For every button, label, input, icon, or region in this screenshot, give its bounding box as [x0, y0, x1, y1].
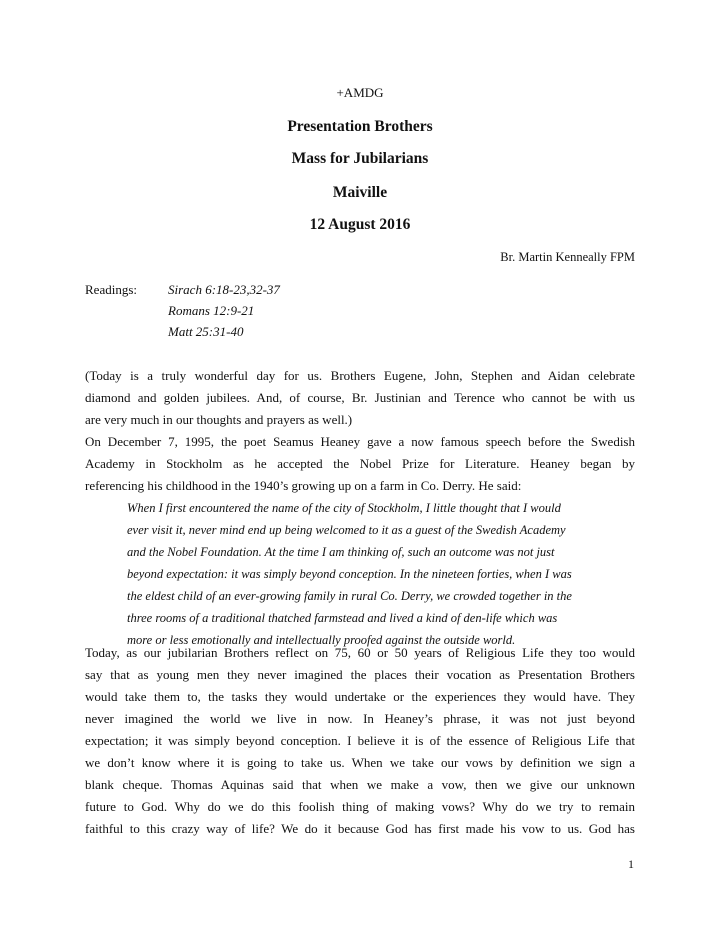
quote-line: the eldest child of an ever-growing family in rural Co. Derry, we crowded together in the	[127, 589, 572, 603]
text-line: would take them to, the tasks they would undertake or the experiences they would have. They	[85, 689, 635, 704]
text-line: On December 7, 1995, the poet Seamus Heaney gave a now famous speech before the Swedish	[85, 434, 635, 449]
text-line: we don’t know where it is going to take us. When we take our vows by definition we sign a	[85, 755, 635, 770]
intro-paragraph	[85, 365, 635, 431]
quote-line: beyond expectation: it was simply beyond conception. In the nineteen forties, when I was	[127, 567, 572, 581]
reading-item: Sirach 6:18-23,32-37	[168, 282, 280, 297]
reading-item: Romans 12:9-21	[168, 303, 255, 318]
text-line: never imagined the world we live in now. In Heaney’s phrase, it was not just beyond	[85, 711, 635, 726]
text-line: expectation; it was simply beyond conception. I believe it is of the essence of Religious Life that	[85, 733, 635, 748]
text-line: diamond and golden jubilees. And, of course, Br. Justinian and Terence who cannot be with us	[85, 390, 635, 405]
title-line-3: Maiville	[332, 184, 388, 201]
heaney-paragraph	[85, 431, 635, 497]
text-line: future to God. Why do we do this foolish thing of making vows? Why do we try to remain	[85, 799, 635, 814]
title-line-2: Mass for Jubilarians	[291, 150, 429, 167]
quote-line: three rooms of a traditional thatched farmstead and lived a kind of den-life which was	[127, 611, 558, 625]
title-line-4: 12 August 2016	[309, 216, 411, 233]
title-line-1: Presentation Brothers	[287, 118, 433, 135]
heaney-quote	[127, 497, 635, 651]
text-line: referencing his childhood in the 1940’s growing up on a farm in Co. Derry. He said:	[85, 478, 522, 493]
reading-item: Matt 25:31-40	[168, 324, 244, 339]
quote-line: ever visit it, never mind end up being welcomed to it as a guest of the Swedish Academy	[127, 523, 566, 537]
page-number: 1	[628, 857, 634, 871]
readings-label: Readings:	[85, 282, 137, 297]
text-line: (Today is a truly wonderful day for us. Brothers Eugene, John, Stephen and Aidan celebrate	[85, 368, 635, 383]
text-line: say that as young men they never imagined the places their vocation as Presentation Brothers	[85, 667, 635, 682]
readings-list	[168, 279, 280, 342]
text-line: blank cheque. Thomas Aquinas said that when we make a vow, then we give our unknown	[85, 777, 635, 792]
text-line: faithful to this crazy way of life? We do it because God has first made his vow to us. God has	[85, 821, 635, 836]
jubilarians-paragraph	[85, 642, 635, 840]
text-line: are very much in our thoughts and prayers as well.)	[85, 412, 353, 427]
text-line: Today, as our jubilarian Brothers reflect on 75, 60 or 50 years of Religious Life they too would	[85, 645, 635, 660]
quote-line: When I first encountered the name of the city of Stockholm, I little thought that I would	[127, 501, 561, 515]
text-line: Academy in Stockholm as he accepted the Nobel Prize for Literature. Heaney began by	[85, 456, 635, 471]
author-line: Br. Martin Kenneally FPM	[500, 250, 635, 264]
quote-line: and the Nobel Foundation. At the time I am thinking of, such an outcome was not just	[127, 545, 555, 559]
amdg-header: +AMDG	[336, 85, 384, 100]
quote-line: more or less emotionally and intellectually proofed against the outside world.	[127, 633, 516, 647]
